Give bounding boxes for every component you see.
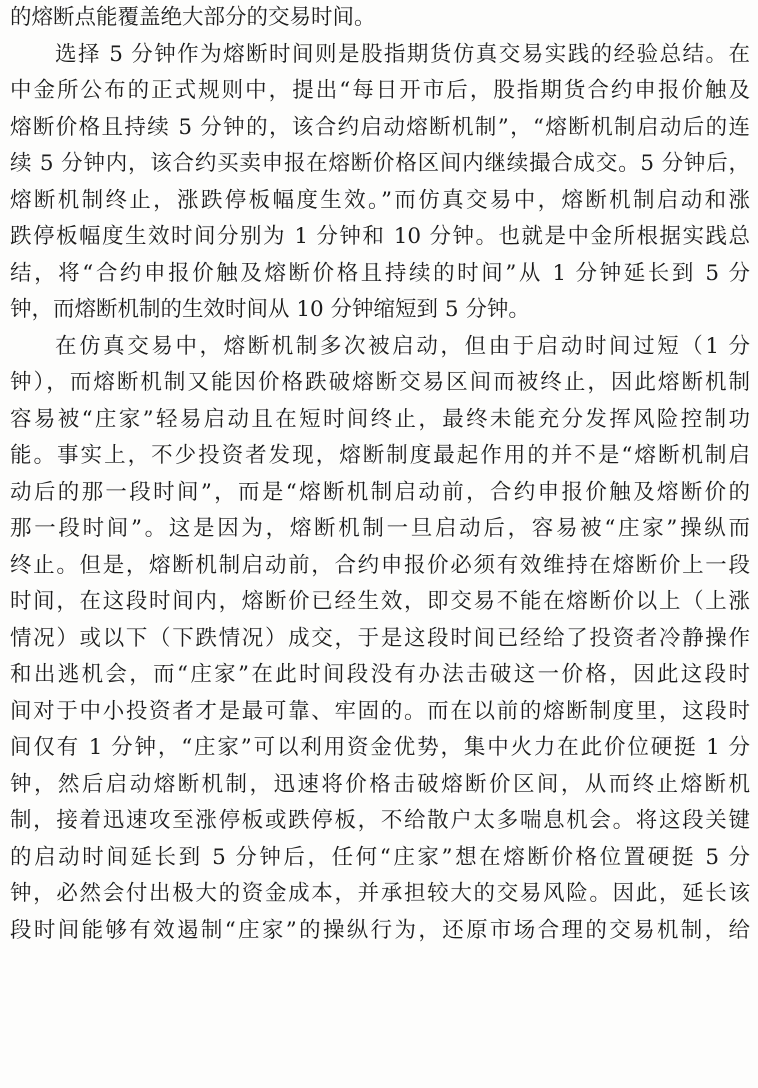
text-line: 能。事实上，不少投资者发现，熔断制度最起作用的并不是“熔断机制启: [10, 443, 750, 468]
text-line: 制，接着迅速攻至涨停板或跌停板，不给散户太多喘息机会。将这段关键: [10, 808, 750, 833]
text-line: 情况）或以下（下跌情况）成交，于是这段时间已经给了投资者冷静操作: [10, 625, 750, 651]
text-line: 段时间能够有效遏制“庄家”的操纵行为，还原市场合理的交易机制，给: [10, 917, 750, 943]
text-line: 那一段时间”。这是因为，熔断机制一旦启动后，容易被“庄家”操纵而: [10, 516, 750, 541]
text-line: 在仿真交易中，熔断机制多次被启动，但由于启动时间过短（1 分: [55, 333, 750, 359]
text-line: 钟，必然会付出极大的资金成本，并承担较大的交易风险。因此，延长该: [10, 881, 750, 906]
text-line: 和出逃机会，而“庄家”在此时间段没有办法击破这一价格，因此这段时: [10, 662, 750, 687]
text-line: 的熔断点能覆盖绝大部分的交易时间。: [10, 5, 376, 30]
text-line: 间仅有 1 分钟，“庄家”可以利用资金优势，集中火力在此价位硬挺 1 分: [10, 735, 750, 760]
text-line: 熔断机制终止，涨跌停板幅度生效。”而仿真交易中，熔断机制启动和涨: [10, 187, 750, 213]
text-line: 钟，然后启动熔断机制，迅速将价格击破熔断价区间，从而终止熔断机: [10, 771, 750, 797]
text-line: 中金所公布的正式规则中，提出“每日开市后，股指期货合约申报价触及: [10, 78, 750, 103]
text-line: 续 5 分钟内，该合约买卖申报在熔断价格区间内继续撮合成交。5 分钟后，: [10, 151, 750, 176]
text-line: 终止。但是，熔断机制启动前，合约申报价必须有效维持在熔断价上一段: [10, 552, 750, 578]
text-line: 动后的那一段时间”，而是“熔断机制启动前，合约申报价触及熔断价的: [10, 479, 750, 505]
text-line: 结，将“合约申报价触及熔断价格且持续的时间”从 1 分钟延长到 5 分: [10, 260, 750, 286]
text-line: 跌停板幅度生效时间分别为 1 分钟和 10 分钟。也就是中金所根据实践总: [10, 224, 750, 249]
body-text: [10, 0, 750, 949]
text-line: 的启动时间延长到 5 分钟后，任何“庄家”想在熔断价格位置硬挺 5 分: [10, 844, 750, 870]
text-line: 熔断价格且持续 5 分钟的，该合约启动熔断机制”，“熔断机制启动后的连: [10, 114, 750, 140]
text-line: 钟），而熔断机制又能因价格跌破熔断交易区间而被终止，因此熔断机制: [10, 370, 750, 395]
text-line: 容易被“庄家”轻易启动且在短时间终止，最终未能充分发挥风险控制功: [10, 406, 750, 432]
text-line: 钟，而熔断机制的生效时间从 10 分钟缩短到 5 分钟。: [10, 297, 530, 322]
text-line: 选择 5 分钟作为熔断时间则是股指期货仿真交易实践的经验总结。在: [55, 41, 750, 67]
text-line: 间对于中小投资者才是最可靠、牢固的。而在以前的熔断制度里，这段时: [10, 698, 750, 724]
text-line: 时间，在这段时间内，熔断价已经生效，即交易不能在熔断价以上（上涨: [10, 589, 750, 614]
